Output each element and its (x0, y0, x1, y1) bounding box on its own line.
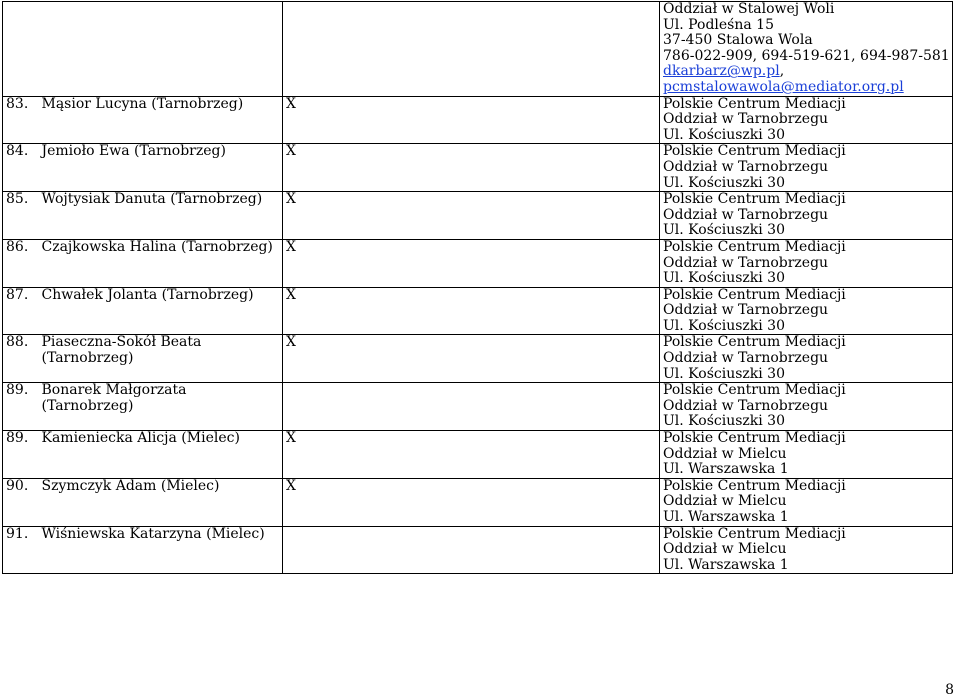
email-separator: , (779, 63, 785, 80)
mediator-name: Jemioło Ewa (Tarnobrzeg) (41, 143, 226, 160)
mark-cell: X (283, 478, 660, 526)
row-number: 83. (3, 96, 39, 144)
address-cell (660, 431, 953, 479)
mediator-table-body (3, 2, 953, 574)
address-cell (660, 383, 953, 431)
mediator-name: Kamieniecka Alicja (Mielec) (41, 430, 240, 447)
address-line: Ul. Warszawska 1 (663, 556, 789, 573)
mark-cell: X (283, 144, 660, 192)
address-line: Ul. Kościuszki 30 (663, 174, 785, 191)
mediator-name-cell (39, 287, 283, 335)
mark-cell: X (283, 431, 660, 479)
mediator-name-cell (39, 96, 283, 144)
num-cell (3, 2, 39, 97)
mediator-name-cell (39, 192, 283, 240)
address-cell (660, 192, 953, 240)
address-line: Oddział w Tarnobrzegu (663, 158, 829, 175)
email-link[interactable]: dkarbarz@wp.pl (663, 63, 780, 80)
address-line: Polskie Centrum Mediacji (663, 334, 846, 351)
address-cell (660, 96, 953, 144)
address-cell (660, 478, 953, 526)
mediator-name: Czajkowska Halina (Tarnobrzeg) (41, 238, 273, 255)
address-line: Oddział w Tarnobrzegu (663, 397, 829, 414)
address-line: Polskie Centrum Mediacji (663, 143, 846, 160)
mediator-name: Wojtysiak Danuta (Tarnobrzeg) (41, 191, 263, 208)
address-cell (660, 239, 953, 287)
row-number: 87. (3, 287, 39, 335)
address-line: Ul. Warszawska 1 (663, 461, 789, 478)
mediator-name: Mąsior Lucyna (Tarnobrzeg) (41, 95, 244, 112)
mediator-name: Wiśniewska Katarzyna (Mielec) (41, 525, 265, 542)
address-cell (660, 144, 953, 192)
row-number: 90. (3, 478, 39, 526)
address-line: Polskie Centrum Mediacji (663, 430, 846, 447)
mediator-name: (Tarnobrzeg) (41, 350, 134, 367)
row-number: 86. (3, 239, 39, 287)
address-line: Polskie Centrum Mediacji (663, 191, 846, 208)
name-cell (39, 2, 283, 97)
address-line: Oddział w Mielcu (663, 445, 787, 462)
mediator-table (2, 1, 953, 574)
address-cell (660, 287, 953, 335)
address-line: Oddział w Tarnobrzegu (663, 350, 829, 367)
email-line (663, 80, 949, 96)
mark-cell: X (283, 287, 660, 335)
mediator-name: Chwałek Jolanta (Tarnobrzeg) (41, 286, 254, 303)
row-number: 89. (3, 431, 39, 479)
address-line: Ul. Kościuszki 30 (663, 413, 785, 430)
table-row (3, 287, 953, 335)
row-number: 85. (3, 192, 39, 240)
address-line: Oddział w Tarnobrzegu (663, 302, 829, 319)
mark-cell: X (283, 96, 660, 144)
address-line: Ul. Podleśna 15 (663, 16, 774, 33)
table-row (3, 144, 953, 192)
address-line: Oddział w Mielcu (663, 493, 787, 510)
address-line: Ul. Kościuszki 30 (663, 126, 785, 143)
table-row (3, 96, 953, 144)
address-line: Oddział w Tarnobrzegu (663, 254, 829, 271)
mark-cell (283, 526, 660, 574)
mark-cell: X (283, 335, 660, 383)
email-line (663, 64, 949, 80)
table-row (3, 526, 953, 574)
mark-cell: X (283, 192, 660, 240)
address-cell (660, 335, 953, 383)
email-link[interactable]: pcmstalowawola@mediator.org.pl (663, 78, 904, 95)
table-row (3, 192, 953, 240)
mediator-name-cell (39, 335, 283, 383)
table-row-top-entry (3, 2, 953, 97)
address-line: Oddział w Stalowej Woli (663, 1, 835, 17)
address-line: Ul. Kościuszki 30 (663, 222, 785, 239)
mark-cell (283, 2, 660, 97)
address-line: Oddział w Tarnobrzegu (663, 111, 829, 128)
address-line: Polskie Centrum Mediacji (663, 286, 846, 303)
address-line: Ul. Kościuszki 30 (663, 317, 785, 334)
mediator-name-cell (39, 526, 283, 574)
address-line: Polskie Centrum Mediacji (663, 238, 846, 255)
address-line: Polskie Centrum Mediacji (663, 477, 846, 494)
address-line: Oddział w Tarnobrzegu (663, 206, 829, 223)
mediator-name-cell (39, 144, 283, 192)
mediator-name: Piaseczna-Sokół Beata (41, 334, 202, 351)
row-number: 88. (3, 335, 39, 383)
row-number: 91. (3, 526, 39, 574)
mediator-name-cell (39, 239, 283, 287)
phone-line: 786-022-909, 694-519-621, 694-987-581 (663, 47, 950, 64)
mediator-name-cell (39, 431, 283, 479)
address-line: Ul. Warszawska 1 (663, 509, 789, 525)
row-number: 84. (3, 144, 39, 192)
mediator-name: Bonarek Małgorzata (Tarnobrzeg) (41, 382, 187, 414)
table-row (3, 383, 953, 431)
mediator-name-cell (39, 383, 283, 431)
address-line: Ul. Kościuszki 30 (663, 365, 785, 382)
table-row (3, 335, 953, 383)
address-cell (660, 2, 953, 97)
address-line: Polskie Centrum Mediacji (663, 382, 846, 399)
table-row (3, 431, 953, 479)
address-cell (660, 526, 953, 574)
table-row (3, 478, 953, 526)
mark-cell (283, 383, 660, 431)
address-line: 37-450 Stalowa Wola (663, 32, 813, 49)
table-row (3, 239, 953, 287)
mediator-name: Szymczyk Adam (Mielec) (41, 477, 220, 494)
address-line: Polskie Centrum Mediacji (663, 525, 846, 542)
address-line: Ul. Kościuszki 30 (663, 270, 785, 287)
row-number: 89. (3, 383, 39, 431)
address-line: Polskie Centrum Mediacji (663, 95, 846, 112)
mark-cell: X (283, 239, 660, 287)
mediator-name-cell (39, 478, 283, 526)
address-line: Oddział w Mielcu (663, 541, 787, 558)
page-number: 8 (945, 682, 954, 698)
